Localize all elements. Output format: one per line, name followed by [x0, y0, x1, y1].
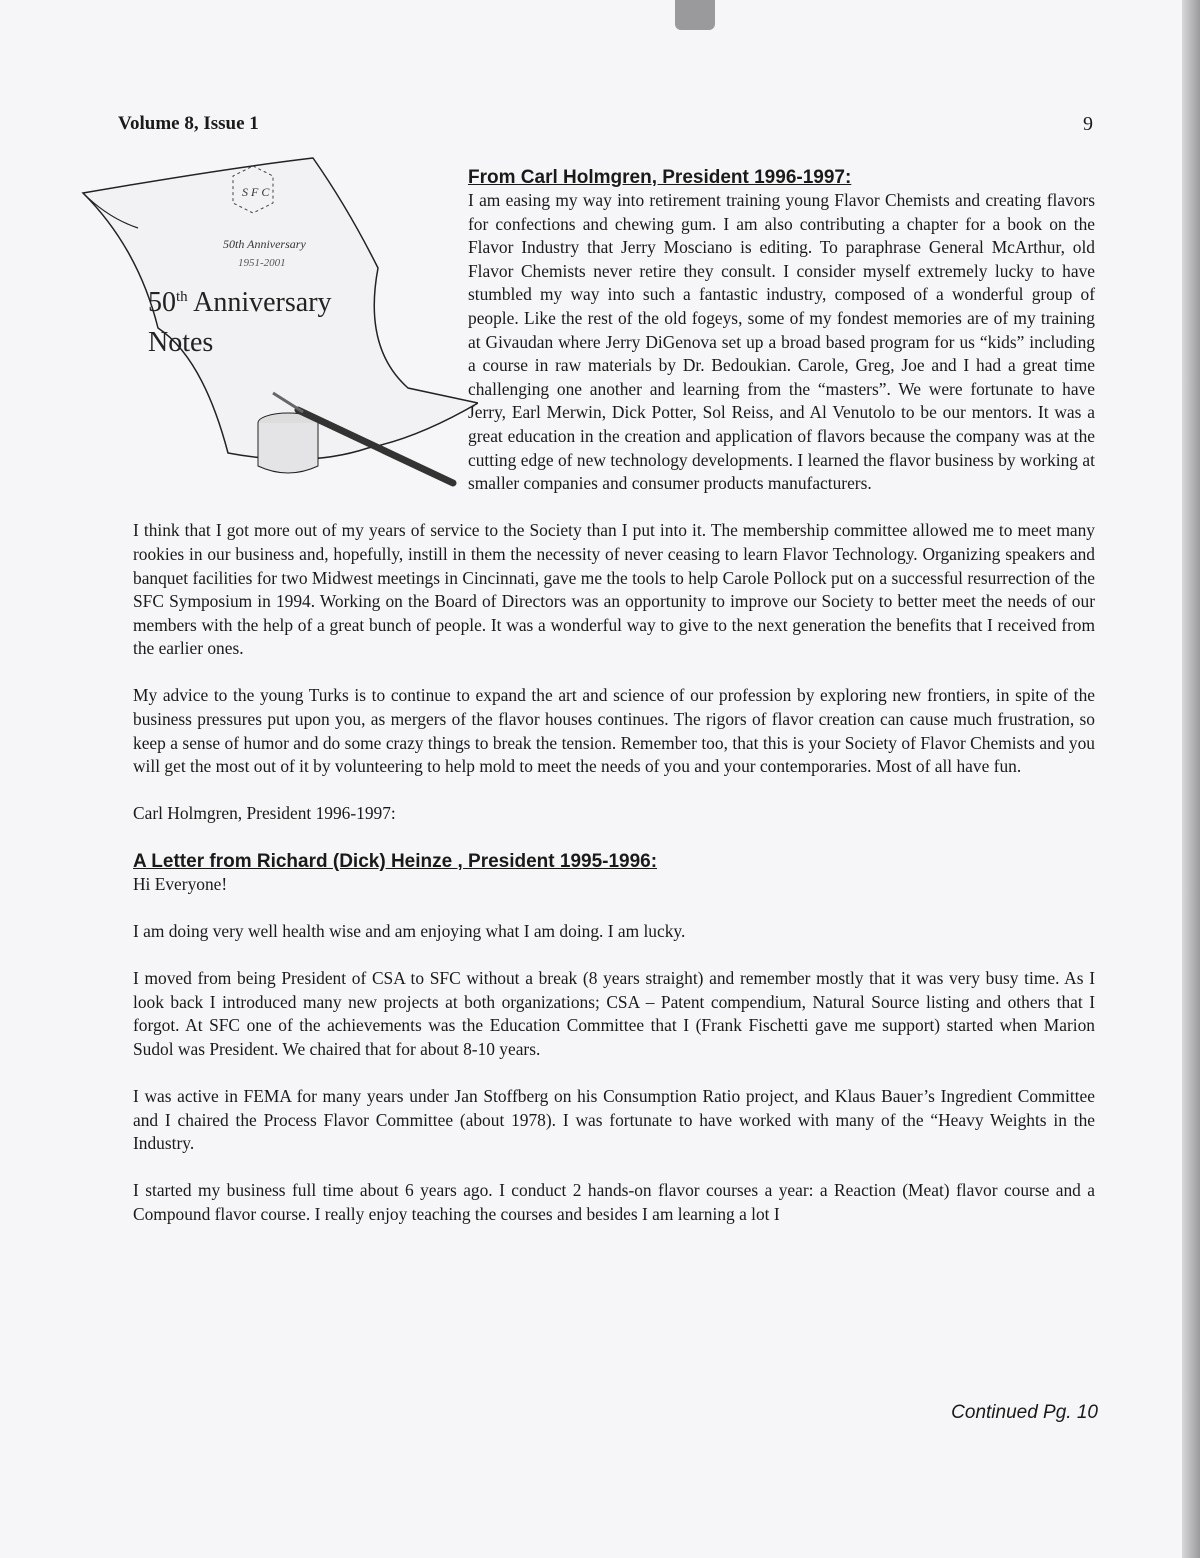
scroll-quill-icon: [78, 148, 478, 498]
svg-text:Notes: Notes: [148, 327, 214, 358]
svg-text:50th Anniversary: 50th Anniversary: [148, 287, 332, 318]
anniversary-illustration: [133, 158, 468, 494]
svg-text:S F C: S F C: [242, 185, 270, 199]
section-heading-holmgren: From Carl Holmgren, President 1996-1997:: [468, 167, 852, 188]
paragraph: I think that I got more out of my years of service to the Society than I put into it. The membership committee allowed me to meet many rookies in our business and, hopefully, instill in them the necessity of never ceasing to learn Flavor Technology. Organizing speakers and banquet facilities for two Midwest meetings in Cincinnati, gave me the tools to help Carole Pollock put on a successful resurrection of the SFC Symposium in 1994. Working on the Board of Directors was an opportunity to improve our Society to better meet the needs of our members with the help of a great bunch of people. It was a wonderful way to give to the next generation the benefits that I received from the earlier ones.: [133, 520, 1095, 659]
signature-line: Carl Holmgren, President 1996-1997:: [133, 803, 396, 824]
issue-label: Volume 8, Issue 1: [118, 113, 259, 134]
section-heading-heinze: A Letter from Richard (Dick) Heinze , President 1995-1996:: [133, 850, 658, 872]
svg-text:1951-2001: 1951-2001: [238, 257, 286, 269]
page-number: 9: [1083, 113, 1093, 135]
greeting: Hi Everyone!: [133, 873, 228, 894]
continued-link: Continued Pg. 10: [951, 1402, 1098, 1423]
paragraph: My advice to the young Turks is to continue to expand the art and science of our profession by exploring new frontiers, in spite of the business pressures put upon you, as mergers of the flavor houses continues. The rigors of flavor creation can cause much frustration, so keep a sense of humor and do some crazy things to break the tension. Remember too, that this is your Society of Flavor Chemists and you will get the most out of it by volunteering to help mold to meet the needs of you and your contemporaries. Most of all have fun.: [133, 685, 1095, 777]
binding-tab: [675, 0, 715, 30]
scan-edge: [1182, 0, 1200, 1558]
svg-text:50th Anniversary: 50th Anniversary: [223, 237, 306, 251]
paragraph: I moved from being President of CSA to SFC without a break (8 years straight) and remember mostly that it was very busy time. As I look back I introduced many new projects at both organizations; CSA – Patent compendium, Natural Source listing and others that I forgot. At SFC one of the achievements was the Education Committee that I (Frank Fischetti gave me support) started when Marion Sudol was President. We chaired that for about 8-10 years.: [133, 968, 1095, 1059]
paragraph: I was active in FEMA for many years under Jan Stoffberg on his Consumption Ratio project, and Klaus Bauer’s Ingredient Committee and I chaired the Process Flavor Committee (about 1978). I was fortunate to have worked with many of the “Heavy Weights in the Industry.: [133, 1085, 1095, 1154]
paragraph: I am easing my way into retirement training young Flavor Chemists and creating flavors for confections and chewing gum. I am also contributing a chapter for a book on the Flavor Industry that Jerry Mosciano is editing. To paraphrase General McArthur, old Flavor Chemists never retire they consult. I consider myself extremely lucky to have stumbled my way into such a fantastic industry, composed of a wonderful group of people. Like the rest of the old fogeys, some of my fondest memories are of my training at Givaudan where Jerry DiGenova set up a broad based program for us “kids” including a course in raw materials by Dr. Bedoukian. Carole, Greg, Joe and I had a great time challenging one another and learning from the “masters”. We were fortunate to have Jerry, Earl Merwin, Dick Potter, Sol Reiss, and Al Venutolo to be our mentors. It was a great education in the creation and application of flavors because the company was at the cutting edge of new technology developments. I learned the flavor business by working at smaller companies and consumer products manufacturers.: [468, 190, 1095, 494]
paragraph: I am doing very well health wise and am enjoying what I am doing. I am lucky.: [133, 920, 686, 941]
paragraph: I started my business full time about 6 years ago. I conduct 2 hands-on flavor courses a year: a Reaction (Meat) flavor course and a Compound flavor course. I really enjoy teaching the courses and besides I am learning a lot I: [133, 1180, 1095, 1224]
article-body: [133, 166, 1095, 1227]
